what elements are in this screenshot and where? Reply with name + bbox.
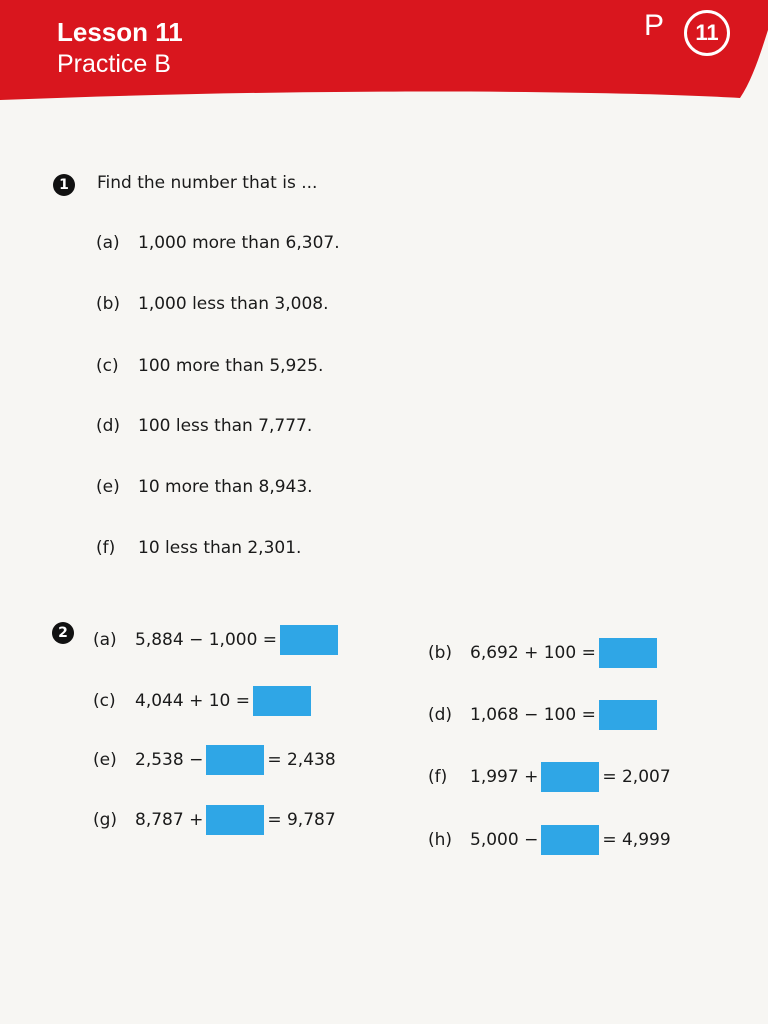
- q1-item-e: [96, 477, 313, 497]
- q2-item-d: [428, 700, 660, 730]
- answer-box[interactable]: [280, 625, 338, 655]
- q2-item-h: [428, 825, 671, 855]
- item-label: (c): [96, 356, 119, 376]
- answer-box[interactable]: [253, 686, 311, 716]
- q1-item-c: [96, 356, 323, 376]
- question-1-number: 1: [53, 174, 75, 196]
- q2-item-f: [428, 762, 671, 792]
- answer-box[interactable]: [206, 805, 264, 835]
- equation-left: 1,997 +: [470, 767, 539, 787]
- answer-box[interactable]: [541, 762, 599, 792]
- item-label: (e): [96, 477, 120, 497]
- header-band: [0, 0, 768, 130]
- item-label: (f): [428, 767, 448, 787]
- item-label: (g): [93, 810, 118, 830]
- q2-item-c: [93, 686, 314, 716]
- page-letter: P: [644, 9, 665, 42]
- equation-left: 5,884 − 1,000 =: [135, 630, 278, 650]
- answer-box[interactable]: [599, 700, 657, 730]
- lesson-title: Lesson 11: [57, 17, 183, 47]
- equation-right: = 2,007: [602, 767, 671, 787]
- equation-right: = 9,787: [267, 810, 336, 830]
- question-1-prompt: Find the number that is ...: [97, 173, 318, 193]
- equation-right: = 4,999: [602, 830, 671, 850]
- item-label: (e): [93, 750, 117, 770]
- answer-box[interactable]: [206, 745, 264, 775]
- q2-item-e: [93, 745, 336, 775]
- q1-item-f: [96, 538, 301, 558]
- item-label: (d): [428, 705, 453, 725]
- equation-left: 1,068 − 100 =: [470, 705, 596, 725]
- item-text: 10 less than 2,301.: [138, 538, 302, 558]
- item-text: 1,000 less than 3,008.: [138, 294, 329, 314]
- q1-item-d: [96, 416, 312, 436]
- equation-left: 2,538 −: [135, 750, 204, 770]
- item-label: (b): [96, 294, 121, 314]
- answer-box[interactable]: [599, 638, 657, 668]
- q2-item-a: [93, 625, 341, 655]
- equation-left: 5,000 −: [470, 830, 539, 850]
- item-label: (d): [96, 416, 121, 436]
- item-label: (b): [428, 643, 453, 663]
- q2-item-b: [428, 638, 660, 668]
- item-text: 100 more than 5,925.: [138, 356, 324, 376]
- item-text: 1,000 more than 6,307.: [138, 233, 340, 253]
- item-label: (f): [96, 538, 116, 558]
- q2-item-g: [93, 805, 336, 835]
- question-2-number: 2: [52, 622, 74, 644]
- item-text: 10 more than 8,943.: [138, 477, 313, 497]
- item-label: (c): [93, 691, 116, 711]
- lesson-subtitle: Practice B: [57, 50, 171, 78]
- equation-left: 4,044 + 10 =: [135, 691, 250, 711]
- item-label: (a): [96, 233, 120, 253]
- equation-left: 6,692 + 100 =: [470, 643, 596, 663]
- item-text: 100 less than 7,777.: [138, 416, 313, 436]
- page-number-badge: 11: [684, 10, 730, 56]
- equation-right: = 2,438: [267, 750, 336, 770]
- item-label: (h): [428, 830, 453, 850]
- item-label: (a): [93, 630, 117, 650]
- q1-item-a: [96, 233, 340, 253]
- equation-left: 8,787 +: [135, 810, 204, 830]
- answer-box[interactable]: [541, 825, 599, 855]
- q1-item-b: [96, 294, 328, 314]
